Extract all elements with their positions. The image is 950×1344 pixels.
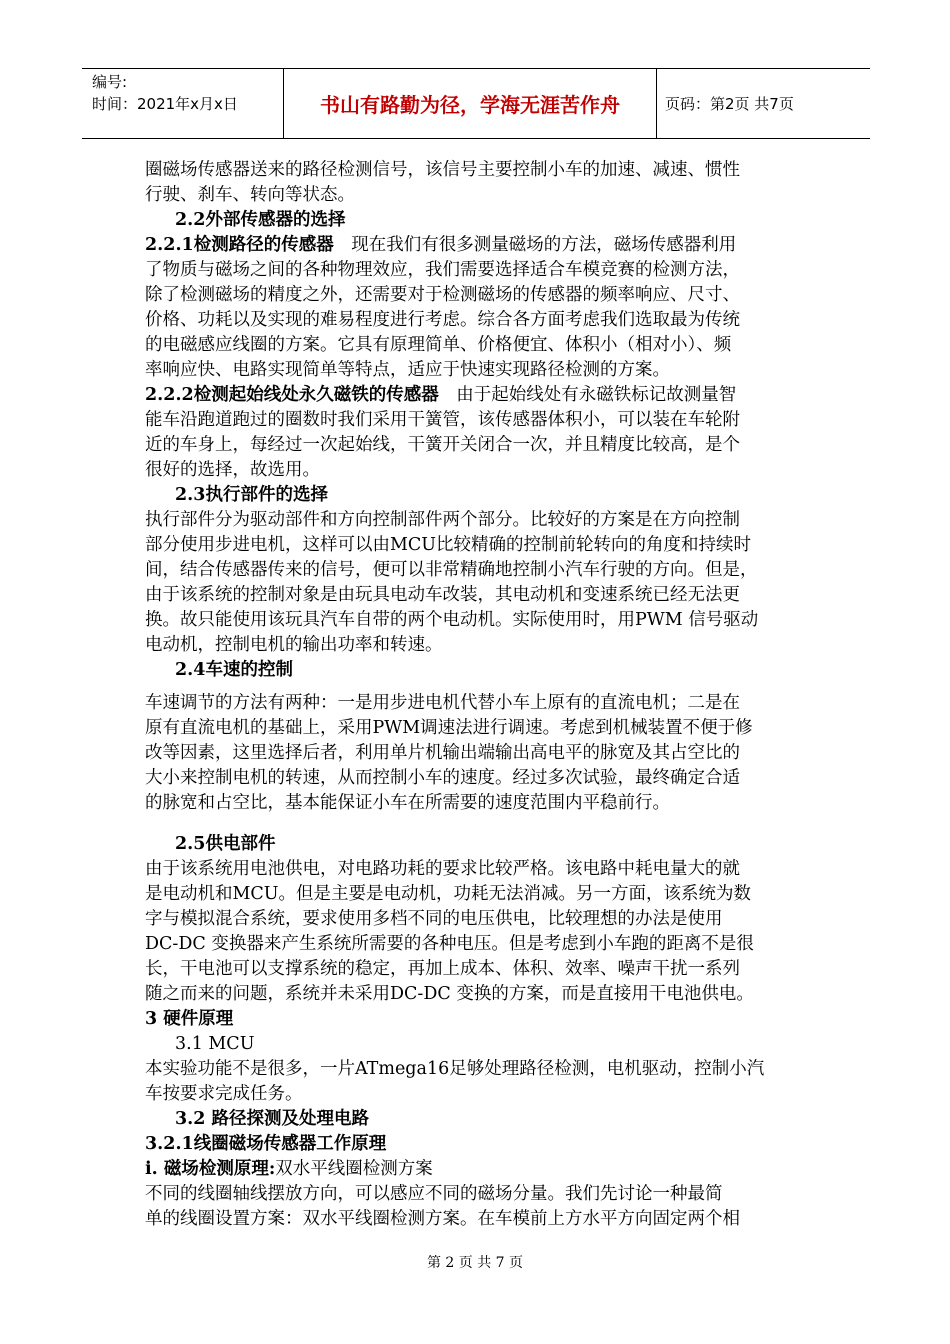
paragraph-line: 字与模拟混合系统，要求使用多档不同的电压供电，比较理想的办法是使用 (145, 909, 723, 929)
time-label: 时间：2021年x月x日 (92, 95, 238, 113)
paragraph-line: 很好的选择，故选用。 (145, 460, 320, 480)
paragraph-line: 单的线圈设置方案：双水平线圈检测方案。在车模前上方水平方向固定两个相 (145, 1209, 740, 1229)
paragraph-line: 了物质与磁场之间的各种物理效应，我们需要选择适合车模竞赛的检测方法， (145, 260, 740, 280)
paragraph-line: 原有直流电机的基础上，采用PWM调速法进行调速。考虑到机械装置不便于修 (145, 718, 753, 738)
paragraph-line: 部分使用步进电机，这样可以由MCU比较精确的控制前轮转向的角度和持续时 (145, 535, 752, 555)
paragraph-line: 车按要求完成任务。 (145, 1084, 303, 1104)
subsection-heading-2-2-2: 2.2.2检测起始线处永久磁铁的传感器 (145, 385, 439, 405)
paragraph-line: 改等因素，这里选择后者，利用单片机输出端输出高电平的脉宽及其占空比的 (145, 743, 740, 763)
paragraph-line (145, 383, 817, 408)
body-text (145, 158, 817, 1232)
section-heading-3: 3 硬件原理 (145, 1009, 234, 1029)
paragraph-line: 近的车身上，每经过一次起始线，干簧开关闭合一次，并且精度比较高，是个 (145, 435, 740, 455)
section-heading-3-1: 3.1 MCU (175, 1034, 255, 1054)
paragraph-line: 价格、功耗以及实现的难易程度进行考虑。综合各方面考虑我们选取最为传统 (145, 310, 740, 330)
section-heading-2-4: 2.4车速的控制 (175, 660, 293, 680)
paragraph-line: 随之而来的问题，系统并未采用DC-DC 变换的方案，而是直接用干电池供电。 (145, 984, 754, 1004)
paragraph-line: 不同的线圈轴线摆放方向，可以感应不同的磁场分量。我们先讨论一种最简 (145, 1184, 723, 1204)
paragraph-text: 双水平线圈检测方案 (275, 1159, 433, 1179)
paragraph-line: 本实验功能不是很多，一片ATmega16足够处理路径检测，电机驱动，控制小汽 (145, 1059, 765, 1079)
header-meta (82, 69, 284, 138)
paragraph-line: 车速调节的方法有两种：一是用步进电机代替小车上原有的直流电机；二是在 (145, 693, 740, 713)
serial-label: 编号: (92, 73, 128, 91)
page-header (82, 68, 870, 139)
paragraph-line (145, 1157, 817, 1182)
paragraph-line: 执行部件分为驱动部件和方向控制部件两个部分。比较好的方案是在方向控制 (145, 510, 740, 530)
paragraph-line: 是电动机和MCU。但是主要是电动机，功耗无法消减。另一方面，该系统为数 (145, 884, 752, 904)
paragraph-line: 由于该系统用电池供电，对电路功耗的要求比较严格。该电路中耗电量大的就 (145, 859, 740, 879)
paragraph-line: 能车沿跑道跑过的圈数时我们采用干簧管，该传感器体积小，可以装在车轮附 (145, 410, 740, 430)
section-heading-2-2: 2.2外部传感器的选择 (175, 210, 346, 230)
paragraph-line: 的电磁感应线圈的方案。它具有原理简单、价格便宜、体积小（相对小）、频 (145, 335, 732, 355)
paragraph-line: 率响应快、电路实现简单等特点，适应于快速实现路径检测的方案。 (145, 360, 670, 380)
paragraph-line: 电动机，控制电机的输出功率和转速。 (145, 635, 443, 655)
header-motto: 书山有路勤为径，学海无涯苦作舟 (284, 69, 657, 138)
paragraph-line: DC-DC 变换器来产生系统所需要的各种电压。但是考虑到小车跑的距离不是很 (145, 934, 754, 954)
item-heading-i: i. 磁场检测原理: (145, 1159, 276, 1179)
paragraph-line: 大小来控制电机的转速，从而控制小车的速度。经过多次试验，最终确定合适 (145, 768, 740, 788)
section-heading-2-3: 2.3执行部件的选择 (175, 485, 328, 505)
paragraph-line: 换。故只能使用该玩具汽车自带的两个电动机。实际使用时，用PWM 信号驱动 (145, 610, 759, 630)
paragraph-line: 长，干电池可以支撑系统的稳定，再加上成本、体积、效率、噪声干扰一系列 (145, 959, 740, 979)
subsection-heading-3-2-1: 3.2.1线圈磁场传感器工作原理 (145, 1134, 387, 1154)
subsection-heading-2-2-1: 2.2.1检测路径的传感器 (145, 235, 334, 255)
section-heading-2-5: 2.5供电部件 (175, 834, 276, 854)
paragraph-line: 除了检测磁场的精度之外，还需要对于检测磁场的传感器的频率响应、尺寸、 (145, 285, 740, 305)
section-heading-3-2: 3.2 路径探测及处理电路 (175, 1109, 370, 1129)
paragraph-text: 现在我们有很多测量磁场的方法，磁场传感器利用 (333, 235, 737, 255)
paragraph-line (145, 233, 817, 258)
paragraph-line: 圈磁场传感器送来的路径检测信号，该信号主要控制小车的加速、减速、惯性 (145, 160, 740, 180)
paragraph-line: 由于该系统的控制对象是由玩具电动车改装，其电动机和变速系统已经无法更 (145, 585, 740, 605)
header-page-code: 页码：第2页 共7页 (665, 95, 794, 113)
paragraph-line: 的脉宽和占空比，基本能保证小车在所需要的速度范围内平稳前行。 (145, 793, 670, 813)
page-footer: 第 2 页 共 7 页 (426, 1255, 524, 1271)
paragraph-line: 行驶、刹车、转向等状态。 (145, 185, 355, 205)
paragraph-text: 由于起始线处有永磁铁标记故测量智 (438, 385, 737, 405)
paragraph-line: 间，结合传感器传来的信号，便可以非常精确地控制小汽车行驶的方向。但是， (145, 560, 758, 580)
